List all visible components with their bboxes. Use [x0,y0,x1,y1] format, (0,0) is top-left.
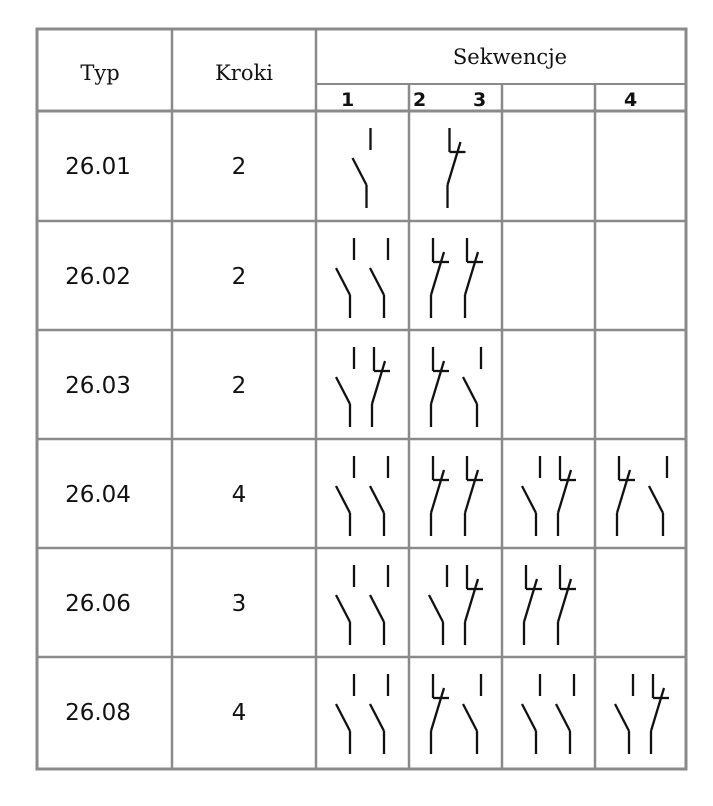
no-contact-lever [615,704,629,731]
sequence-number-1: 1 [341,89,355,111]
normally-closed-contact-icon [651,674,669,754]
kroki-cell: 2 [231,153,247,180]
normally-open-contact-icon [370,238,388,318]
normally-closed-contact-icon [431,456,449,536]
header-typ: Typ [80,61,120,85]
sequence-number-4: 4 [624,89,638,111]
typ-cell: 26.03 [65,372,131,399]
no-contact-lever [463,377,477,404]
sequence-cell-2 [431,674,481,754]
normally-open-contact-icon [336,565,354,645]
no-contact-lever [336,595,350,622]
kroki-cell: 4 [231,699,247,726]
normally-closed-contact-icon [465,456,483,536]
normally-open-contact-icon [370,456,388,536]
normally-open-contact-icon [522,456,540,536]
sequence-cell-1 [353,128,371,208]
sequence-cell-1 [336,674,388,754]
no-contact-lever [336,377,350,404]
normally-open-contact-icon [336,674,354,754]
no-contact-lever [370,595,384,622]
header-kroki: Kroki [215,61,273,85]
kroki-cell: 4 [231,481,247,508]
no-contact-lever [370,486,384,513]
table-row [65,674,669,754]
no-contact-lever [353,158,367,185]
table-row [65,347,481,427]
normally-closed-contact-icon [448,128,466,208]
normally-closed-contact-icon [617,456,635,536]
table-row [65,565,576,645]
sequence-cell-2 [431,347,481,427]
normally-closed-contact-icon [465,238,483,318]
no-contact-lever [649,486,663,513]
normally-open-contact-icon [429,565,447,645]
typ-cell: 26.02 [65,263,131,290]
normally-closed-contact-icon [431,674,449,754]
normally-closed-contact-icon [372,347,390,427]
normally-closed-contact-icon [524,565,542,645]
sequence-cell-2 [431,456,483,536]
sequence-cell-1 [336,565,388,645]
no-contact-lever [336,486,350,513]
sequence-cell-1 [336,238,388,318]
sequence-cell-2 [429,565,483,645]
no-contact-lever [336,704,350,731]
normally-closed-contact-icon [558,565,576,645]
normally-open-contact-icon [649,456,667,536]
table-row [65,128,465,208]
no-contact-lever [336,268,350,295]
normally-open-contact-icon [463,674,481,754]
table-grid [37,29,686,769]
table-row [65,456,667,536]
kroki-cell: 3 [231,590,247,617]
normally-closed-contact-icon [431,347,449,427]
normally-open-contact-icon [336,347,354,427]
sequence-cell-2 [448,128,466,208]
table-row [65,238,483,318]
typ-cell: 26.06 [65,590,131,617]
no-contact-lever [522,704,536,731]
sequence-number-3: 3 [473,89,487,111]
header-sekwencje: Sekwencje [452,45,568,69]
normally-open-contact-icon [370,565,388,645]
sequence-cell-1 [336,456,388,536]
typ-cell: 26.08 [65,699,131,726]
no-contact-lever [370,268,384,295]
normally-open-contact-icon [463,347,481,427]
sequence-cell-3 [524,565,576,645]
sequence-cell-1 [336,347,390,427]
sequence-cell-3 [522,674,574,754]
normally-open-contact-icon [336,238,354,318]
sequence-cell-3 [522,456,576,536]
no-contact-lever [556,704,570,731]
kroki-cell: 2 [231,372,247,399]
no-contact-lever [429,595,443,622]
normally-open-contact-icon [556,674,574,754]
normally-open-contact-icon [336,456,354,536]
normally-closed-contact-icon [558,456,576,536]
sequence-cell-2 [431,238,483,318]
sequence-number-2: 2 [413,89,427,111]
normally-open-contact-icon [353,128,371,208]
normally-open-contact-icon [370,674,388,754]
sequence-cell-4 [615,674,669,754]
sequence-cell-4 [617,456,667,536]
kroki-cell: 2 [231,263,247,290]
table-header [80,45,637,111]
typ-cell: 26.04 [65,481,131,508]
normally-open-contact-icon [615,674,633,754]
no-contact-lever [522,486,536,513]
no-contact-lever [370,704,384,731]
normally-open-contact-icon [522,674,540,754]
typ-cell: 26.01 [65,153,131,180]
no-contact-lever [463,704,477,731]
normally-closed-contact-icon [431,238,449,318]
normally-closed-contact-icon [465,565,483,645]
